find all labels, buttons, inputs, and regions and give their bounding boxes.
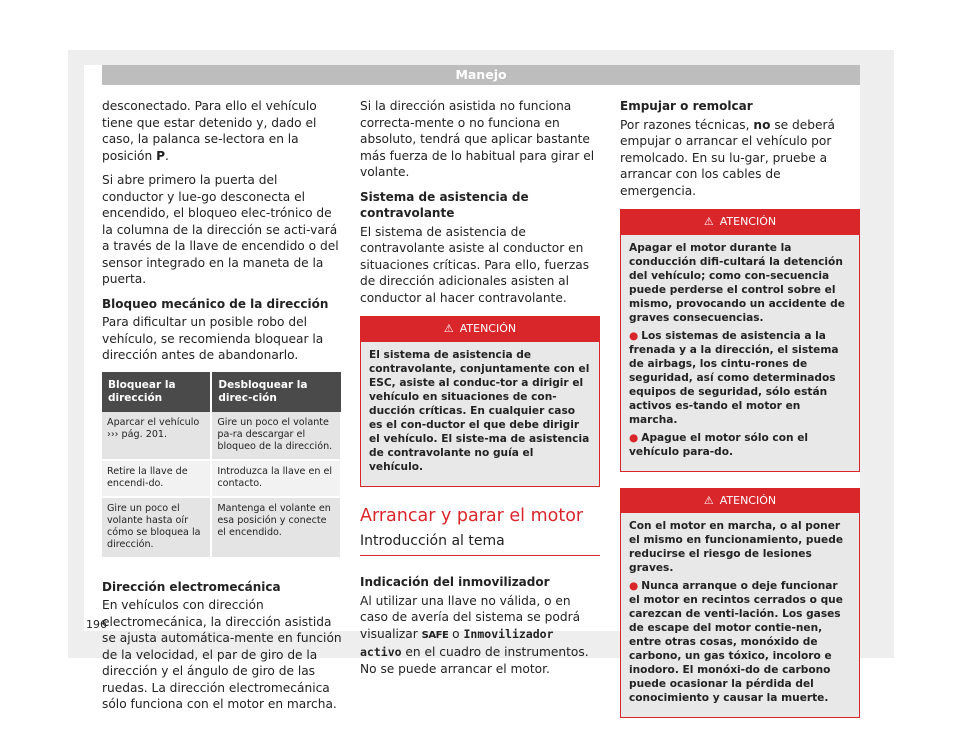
warning-body [621, 235, 859, 471]
paragraph-text: en el cuadro de instrumentos. No se puede arrancar el motor. [360, 645, 589, 676]
bullet-icon: ● [629, 329, 639, 342]
table-row [102, 497, 341, 558]
paragraph-text: se deberá empujar o arrancar el vehículo por remolcado. En su lu-gar, pruebe a arrancar con los cables de emergencia. [620, 117, 835, 198]
warning-box [360, 316, 600, 487]
paragraph: Para dificultar un posible robo del vehículo, se recomienda bloquear la dirección antes de abandonarlo. [102, 315, 324, 362]
warning-text: Nunca arranque o deje funcionar el motor en recintos cerrados o que carezcan de venti-lación. Los gases de escape del motor contie-nen, entre otras cosas, monóxido de carbono, un gas tóxico, incoloro e inodoro. El monóxi-do de carbono puede ocasionar la pérdida del conocimiento y causar la muerte. [629, 580, 843, 704]
paragraph [102, 98, 342, 164]
table-row [102, 412, 341, 460]
warning-body [621, 513, 859, 717]
page-number: 196 [86, 618, 107, 631]
table-cell: Introduzca la llave en el contacto. [211, 460, 341, 497]
warning-bullet [629, 431, 851, 459]
safe-indicator: SAFE [421, 629, 449, 641]
heading-empujar: Empujar o remolcar [620, 99, 753, 113]
warning-body [361, 342, 599, 486]
table-row [102, 460, 341, 497]
warning-header [361, 317, 599, 342]
heading-inmovilizador: Indicación del inmovilizador [360, 575, 550, 589]
column-2 [360, 98, 600, 685]
subsection-title: Introducción al tema [360, 533, 600, 557]
bullet-icon: ● [629, 431, 639, 444]
warning-header [621, 210, 859, 235]
paragraph: En vehículos con dirección electromecánica, la dirección asistida se ajusta automática-mente en función de la velocidad, el par de giro de la dirección y el ángulo de giro de las ruedas. La dirección electromecánica sólo funciona con el motor en marcha. [102, 598, 342, 711]
paragraph-text: . [165, 148, 169, 163]
table-cell: Mantenga el volante en esa posición y conecte el encendido. [211, 497, 341, 558]
table-cell: Gire un poco el volante pa-ra descargar el bloqueo de la dirección. [211, 412, 341, 460]
heading-asistencia: Sistema de asistencia de contravolante [360, 189, 529, 220]
warning-bullet [629, 329, 851, 427]
paragraph: Si abre primero la puerta del conductor y lue-go desconecta el encendido, el bloqueo elec-trónico de la columna de la dirección se acti-vará a través de la llave de encendido o del sensor integrado en la maneta de la puerta. [102, 173, 339, 286]
page-header: Manejo [102, 65, 860, 85]
warning-triangle-icon: ⚠ [703, 493, 714, 507]
heading-bloqueo: Bloqueo mecánico de la dirección [102, 296, 329, 311]
paragraph: Si la dirección asistida no funciona correcta-mente o no funciona en absoluto, tendrá que aplicar bastante más fuerza de lo habitual para girar el volante. [360, 99, 595, 179]
warning-triangle-icon: ⚠ [443, 322, 454, 335]
warning-text: Apagar el motor durante la conducción difi-cultará la detención del vehículo; como con-secuencia puede perderse el control sobre el mismo, provocando un accidente de graves consecuencias. [629, 241, 845, 324]
steering-lock-table [102, 372, 342, 559]
column-3 [620, 98, 860, 730]
warning-box [620, 488, 860, 719]
bullet-icon: ● [629, 580, 639, 592]
warning-text: El sistema de asistencia de contravolante, conjuntamente con el ESC, asiste al conduc-tor a dirigir el vehículo en situaciones de con-ducción críticas. En cualquier caso es el con-ductor el que debe dirigir el vehículo. El siste-ma de asistencia de contravolante no guía el vehículo. [369, 348, 590, 473]
paragraph: El sistema de asistencia de contravolante asiste al conductor en situaciones críticas. Para ello, fuerzas de dirección adicionales asisten al conductor al hacer contravolante. [360, 224, 590, 305]
heading-direccion: Dirección electromecánica [102, 579, 281, 594]
display-message: Inmovilizador activo [360, 626, 554, 659]
table-header: Bloquear la dirección [102, 372, 211, 412]
paragraph-text: Al utilizar una llave no válida, o en caso de avería del sistema se podrá visualizar [360, 593, 581, 641]
table-header: Desbloquear la direc-ción [211, 372, 341, 412]
paragraph [360, 593, 600, 678]
warning-box [620, 209, 860, 472]
warning-header [621, 489, 859, 514]
paragraph [620, 117, 860, 200]
emphasis: no [753, 117, 771, 132]
warning-title: ATENCIÓN [719, 215, 777, 228]
warning-text: Apague el motor sólo con el vehículo para-do. [629, 431, 809, 458]
table-cell: Aparcar el vehículo ››› pág. 201. [102, 412, 211, 460]
paragraph-text: desconectado. Para ello el vehículo tiene que estar detenido y, dado el caso, la palanca se-lectora en la posición [102, 99, 317, 163]
table-cell: Gire un poco el volante hasta oír cómo se bloquea la dirección. [102, 497, 211, 558]
warning-triangle-icon: ⚠ [703, 215, 714, 228]
warning-title: ATENCIÓN [459, 322, 517, 335]
paragraph-text: o [448, 626, 464, 641]
paragraph-text: Por razones técnicas, [620, 117, 754, 132]
warning-title: ATENCIÓN [719, 493, 777, 507]
warning-text: Los sistemas de asistencia a la frenada y a la dirección, el sistema de airbags, los cintu-rones de seguridad, así como determinados equipos de seguridad, sólo están activos es-tando el motor en marcha. [629, 329, 839, 426]
warning-text: Con el motor en marcha, o al poner el mismo en funcionamiento, puede reducirse el riesgo de lesiones graves. [629, 520, 844, 574]
gear-position: P [156, 148, 166, 163]
column-1 [102, 98, 342, 721]
table-cell: Retire la llave de encendi-do. [102, 460, 211, 497]
table-header-row [102, 372, 341, 412]
warning-bullet [629, 579, 851, 705]
section-title: Arrancar y parar el motor [360, 505, 584, 526]
